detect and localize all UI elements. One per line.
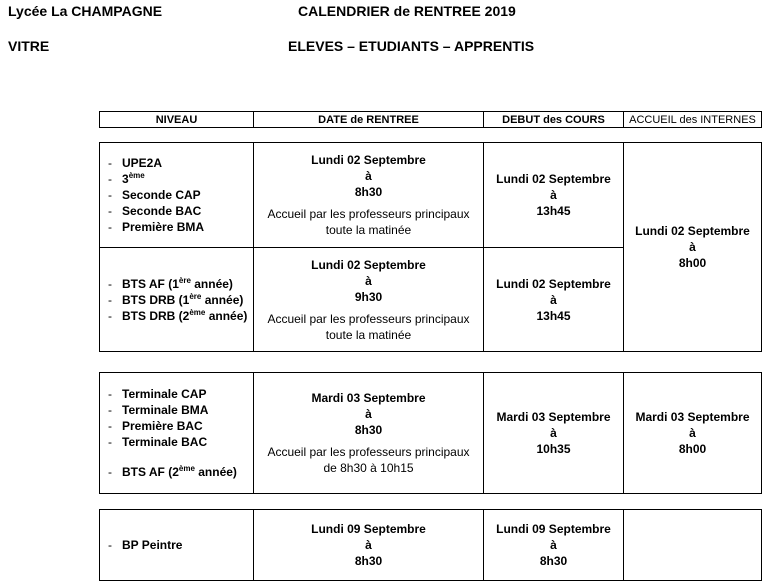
level-name: BP Peintre: [122, 538, 183, 552]
debut-day: Mardi 03 Septembre: [496, 410, 611, 424]
niveau-cell: [100, 373, 254, 494]
date-note-2: toute la matinée: [325, 327, 412, 342]
document-subtitle: ELEVES – ETUDIANTS – APPRENTIS: [288, 38, 535, 54]
list-item: [108, 155, 253, 171]
internes-a: à: [689, 426, 696, 440]
schedule-block-1: [99, 142, 762, 352]
niveau-cell: [100, 248, 254, 352]
bullet-dash: -: [108, 387, 112, 401]
level-name: Seconde BAC: [122, 204, 202, 218]
debut-a: à: [550, 426, 557, 440]
level-superscript: ème: [128, 171, 145, 180]
date-a: à: [365, 273, 372, 288]
level-list: [108, 276, 253, 324]
schedule-block-2: [99, 372, 762, 494]
date-time: 9h30: [354, 289, 383, 304]
level-name: Seconde CAP: [122, 188, 201, 202]
level-list: [108, 155, 253, 235]
level-name: BTS AF (2: [122, 465, 179, 479]
internes-time: 8h00: [678, 442, 707, 456]
debut-cell: [484, 510, 624, 581]
bullet-dash: -: [108, 419, 112, 433]
internes-cell: [624, 143, 762, 352]
internes-a: à: [689, 240, 696, 254]
schedule-block-3: [99, 509, 762, 581]
debut-time: 8h30: [539, 554, 568, 568]
list-item: [108, 418, 253, 434]
bullet-dash: -: [108, 292, 112, 307]
date-cell: [254, 373, 484, 494]
level-list: [108, 537, 253, 553]
internes-day: Mardi 03 Septembre: [635, 410, 750, 424]
bullet-dash: -: [108, 538, 112, 552]
level-name-suffix: année): [201, 292, 244, 307]
list-item: [108, 537, 253, 553]
bullet-dash: -: [108, 276, 112, 291]
level-list: [108, 386, 253, 480]
level-name: Terminale CAP: [122, 387, 207, 401]
list-item: [108, 187, 253, 203]
column-header-table: [99, 111, 762, 128]
column-header-debut: DEBUT des COURS: [484, 112, 624, 128]
list-item: [108, 386, 253, 402]
date-cell: [254, 248, 484, 352]
date-note: Accueil par les professeurs principaux: [267, 445, 470, 459]
bullet-dash: -: [108, 435, 112, 449]
table-row: [100, 143, 762, 248]
debut-time: 13h45: [536, 204, 571, 218]
list-item: [108, 308, 253, 324]
bullet-dash: -: [108, 403, 112, 417]
list-item: [108, 219, 253, 235]
level-name: BTS DRB (2: [122, 308, 190, 323]
debut-time: 10h35: [536, 442, 571, 456]
list-item: [108, 292, 253, 308]
bullet-dash: -: [108, 172, 112, 186]
date-a: à: [365, 169, 372, 183]
table-row: [100, 510, 762, 581]
date-cell: [254, 143, 484, 248]
date-time: 8h30: [354, 423, 383, 437]
list-item: [108, 464, 253, 480]
debut-cell: [484, 248, 624, 352]
debut-cell: [484, 373, 624, 494]
list-item: [108, 434, 253, 450]
level-name: Première BMA: [122, 220, 205, 234]
date-day: Lundi 02 Septembre: [311, 153, 426, 167]
debut-day: Lundi 02 Septembre: [496, 172, 611, 186]
internes-day: Lundi 02 Septembre: [635, 224, 750, 238]
level-name-suffix: année): [190, 276, 233, 291]
date-day: Lundi 09 Septembre: [311, 522, 426, 536]
debut-a: à: [550, 538, 557, 552]
date-time: 8h30: [354, 185, 383, 199]
bullet-dash: -: [108, 204, 112, 218]
date-a: à: [365, 407, 372, 421]
debut-day: Lundi 09 Septembre: [496, 522, 611, 536]
internes-cell-empty: [624, 510, 762, 581]
school-name: Lycée La CHAMPAGNE: [8, 3, 163, 19]
list-item: [108, 203, 253, 219]
list-item: [108, 402, 253, 418]
bullet-dash: -: [108, 156, 112, 170]
date-day: Mardi 03 Septembre: [311, 391, 426, 405]
level-name: Première BAC: [122, 419, 203, 433]
date-note-2: de 8h30 à 10h15: [323, 461, 414, 475]
bullet-dash: -: [108, 188, 112, 202]
debut-a: à: [550, 188, 557, 202]
debut-day: Lundi 02 Septembre: [496, 276, 611, 291]
niveau-cell: [100, 510, 254, 581]
level-superscript: ème: [189, 307, 206, 317]
level-name: UPE2A: [122, 156, 163, 170]
table-row: [100, 373, 762, 494]
document-title: CALENDRIER de RENTREE 2019: [298, 3, 516, 19]
column-header-niveau: NIVEAU: [100, 112, 254, 128]
debut-cell: [484, 143, 624, 248]
level-superscript: ère: [189, 291, 202, 301]
level-name-suffix: année): [205, 308, 248, 323]
date-time: 8h30: [354, 554, 383, 568]
date-a: à: [365, 538, 372, 552]
bullet-dash: -: [108, 465, 112, 479]
level-name: Terminale BAC: [122, 435, 208, 449]
column-header-row: [100, 112, 762, 128]
city-name: VITRE: [8, 38, 50, 54]
level-name: BTS DRB (1: [122, 292, 190, 307]
date-note: Accueil par les professeurs principaux: [267, 207, 470, 221]
debut-time: 13h45: [536, 308, 571, 323]
internes-time: 8h00: [678, 256, 707, 270]
level-name: Terminale BMA: [122, 403, 209, 417]
date-cell: [254, 510, 484, 581]
date-note-2: toute la matinée: [325, 223, 412, 237]
column-header-date: DATE de RENTREE: [254, 112, 484, 128]
level-name-suffix: année): [194, 465, 237, 479]
column-header-internes: ACCUEIL des INTERNES: [624, 112, 762, 128]
internes-cell: [624, 373, 762, 494]
bullet-dash: -: [108, 308, 112, 323]
bullet-dash: -: [108, 220, 112, 234]
niveau-cell: [100, 143, 254, 248]
list-item: [108, 276, 253, 292]
date-day: Lundi 02 Septembre: [311, 257, 426, 272]
list-item: [108, 171, 253, 187]
level-name: 3: [122, 172, 129, 186]
date-note: Accueil par les professeurs principaux: [267, 311, 470, 326]
level-superscript: ème: [178, 464, 195, 473]
level-name: BTS AF (1: [122, 276, 179, 291]
level-superscript: ère: [178, 275, 191, 285]
debut-a: à: [550, 292, 557, 307]
